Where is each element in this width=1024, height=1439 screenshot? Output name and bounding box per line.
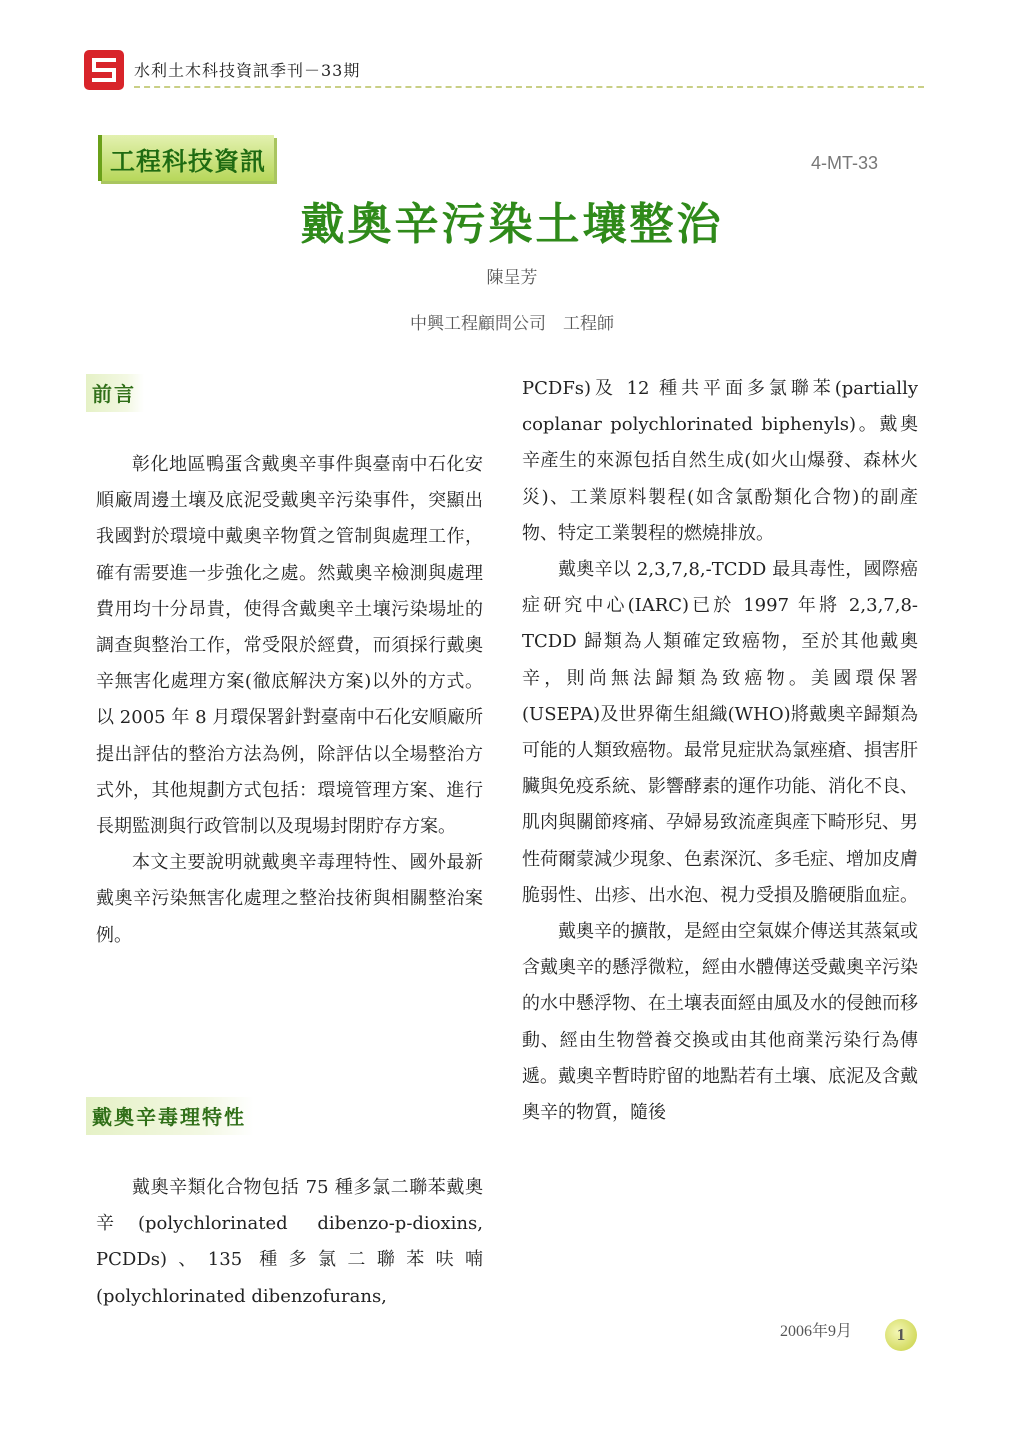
paragraph: 戴奧辛類化合物包括 75 種多氯二聯苯戴奧辛(polychlorinated dibenzo-p-dioxins, PCDDs)、135 種多氯二聯苯呋喃(polychlorinated dibenzofurans, bbox=[96, 1177, 483, 1307]
issue-date: 2006年9月 bbox=[780, 1323, 853, 1340]
toxicology-body-right bbox=[522, 371, 918, 1131]
toxicology-body-left bbox=[96, 1170, 483, 1315]
affiliation: 中興工程顧問公司 工程師 bbox=[410, 314, 614, 334]
paragraph: 彰化地區鴨蛋含戴奧辛事件與臺南中石化安順廠周邊土壤及底泥受戴奧辛污染事件，突顯出我國對於環境中戴奧辛物質之管制與處理工作，確有需要進一步強化之處。然戴奧辛檢測與處理費用均十分昂貴，使得含戴奧辛土壤污染場址的調查與整治工作，常受限於經費，而須採行戴奧辛無害化處理方案(徹底解決方案)以外的方式。以 2005 年 8 月環保署針對臺南中石化安順廠所提出評估的整治方法為例，除評估以全場整治方式外，其他規劃方式包括：環境管理方案、進行長期監測與行政管制以及現場封閉貯存方案。 bbox=[96, 454, 483, 838]
section-tag bbox=[98, 135, 274, 181]
heading-intro: 前言 bbox=[86, 374, 144, 412]
section-tag-label: 工程科技資訊 bbox=[110, 147, 267, 176]
header-divider bbox=[134, 86, 924, 88]
paragraph: 戴奧辛的擴散，是經由空氣媒介傳送其蒸氣或含戴奧辛的懸浮微粒，經由水體傳送受戴奧辛污染的水中懸浮物、在土壤表面經由風及水的侵蝕而移動、經由生物營養交換或由其他商業污染行為傳遞。戴奧辛暫時貯留的地點若有土壤、底泥及含戴奧辛的物質，隨後 bbox=[522, 921, 918, 1124]
paragraph: 戴奧辛以 2,3,7,8,-TCDD 最具毒性，國際癌症研究中心(IARC)已於 1997 年將 2,3,7,8-TCDD 歸類為人類確定致癌物，至於其他戴奧辛，則尚無法歸類為致癌物。美國環保署(USEPA)及世界衛生組織(WHO)將戴奧辛歸類為可能的人類致癌物。最常見症狀為氯痤瘡、損害肝臟與免疫系統、影響酵素的運作功能、消化不良、肌肉與關節疼痛、孕婦易致流產與產下畸形兒、男性荷爾蒙減少現象、色素深沉、多毛症、增加皮膚脆弱性、出疹、出水泡、視力受損及膽硬脂血症。 bbox=[522, 559, 918, 906]
publication-name: 水利土木科技資訊季刊－33期 bbox=[134, 61, 361, 80]
running-header bbox=[84, 44, 924, 96]
article-title: 戴奧辛污染土壤整治 bbox=[300, 199, 724, 250]
heading-toxicology: 戴奧辛毒理特性 bbox=[86, 1097, 254, 1135]
intro-body bbox=[96, 447, 483, 954]
author: 陳呈芳 bbox=[486, 268, 538, 288]
paragraph-continued: PCDFs)及 12 種共平面多氯聯苯(partially coplanar polychlorinated biphenyls)。戴奧辛產生的來源包括自然生成(如火山爆發、森林火災)、工業原料製程(如含氯酚類化合物)的副產物、特定工業製程的燃燒排放。 bbox=[522, 378, 918, 544]
document-code: 4-MT-33 bbox=[811, 153, 879, 173]
page-number: 1 bbox=[885, 1319, 917, 1351]
paragraph: 本文主要說明就戴奧辛毒理特性、國外最新戴奧辛污染無害化處理之整治技術與相關整治案例。 bbox=[96, 852, 483, 946]
publication-logo-icon bbox=[84, 50, 124, 90]
